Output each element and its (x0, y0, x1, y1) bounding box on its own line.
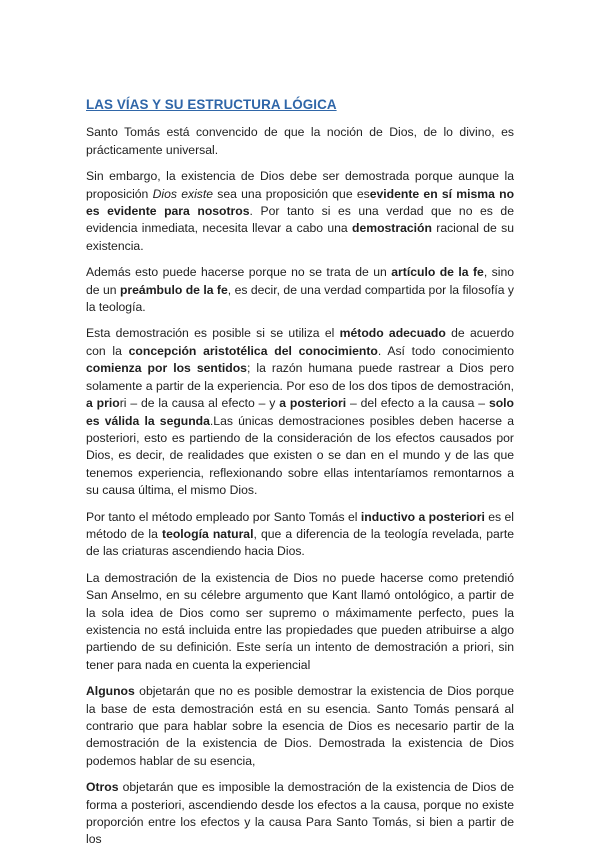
text-run: Santo Tomás está convencido de que la noción de Dios, de lo divino, es prácticamente universal. (86, 125, 514, 157)
text-run: , es decir, de una verdad compartida por la filosofía y la teología. (86, 282, 515, 315)
bold-text: teología natural (162, 526, 254, 541)
text-run: sea una proposición que es (213, 186, 370, 201)
text-run: Por tanto el método empleado por Santo Tomás el (86, 509, 361, 524)
text-run: ri – de la causa al efecto – y (119, 396, 280, 411)
text-run: Además esto puede hacerse porque no se trata de un (86, 265, 392, 280)
bold-text: a posteriori (279, 396, 347, 411)
text-run: , sino de un (86, 265, 514, 297)
paragraph (86, 325, 514, 499)
paragraph (86, 168, 514, 255)
text-run: – del efecto a la causa – (346, 396, 489, 411)
document-page (86, 96, 514, 858)
bold-text: preámbulo de la fe (119, 282, 228, 297)
text-run: de acuerdo con la (86, 326, 514, 358)
paragraph (86, 264, 514, 316)
text-run: .Las únicas demostraciones posibles deben hacerse a posteriori, esto es partiendo de la consideración de los efectos causados por Dios, es decir, de realidades que existen o se dan en el mundo y de las que tenemos experiencia, reflexionando sobre ellas intentaríamos remontarnos a su causa última, el mismo Dios. (86, 413, 515, 498)
text-run: objetarán que no es posible demostrar la existencia de Dios porque la base de esta demostración está en su esencia. Santo Tomás pensará al contrario que para hablar sobre la esencia de Dios es necesario partir de la demostración de la existencia de Dios. Demostrada la existencia de Dios podemos hablar de su esencia, (86, 684, 514, 768)
bold-text: Algunos (86, 684, 135, 699)
text-run: , que a diferencia de la teología revelada, parte de las criaturas ascendiendo hacia Dios. (86, 526, 514, 559)
bold-text: método adecuado (339, 326, 446, 341)
bold-text: Otros (86, 780, 119, 795)
italic-text: Dios existe (152, 186, 214, 201)
document-title: LAS VÍAS Y SU ESTRUCTURA LÓGICA (86, 97, 337, 112)
text-run: Sin embargo, la existencia de Dios debe ser demostrada porque aunque la proposición (86, 169, 514, 201)
bold-text: concepción aristotélica del conocimiento (128, 343, 378, 358)
text-run: . Por tanto si es una verdad que no es de evidencia inmediata, necesita llevar a cabo una (86, 204, 514, 236)
paragraph (86, 124, 514, 159)
paragraph (86, 779, 514, 849)
bold-text: inductivo a posteriori (360, 509, 485, 524)
text-run: es el método de la (86, 509, 514, 541)
bold-text: comienza por los sentidos (86, 361, 247, 376)
text-run: objetarán que es imposible la demostración de la existencia de Dios de forma a posteriori, ascendiendo desde los efectos a la causa, porque no existe proporción entre los efectos y la causa Para Santo Tomás, si bien a partir de los (86, 780, 514, 847)
text-run: Esta demostración es posible si se utiliza el (86, 326, 340, 341)
bold-text: a prio (86, 396, 120, 411)
bold-text: artículo de la fe (391, 265, 484, 280)
paragraph (86, 509, 514, 561)
paragraph (86, 683, 514, 770)
bold-text: demostración (352, 221, 432, 236)
text-run: . Así todo conocimiento (377, 343, 514, 358)
paragraph (86, 570, 514, 674)
bold-text: evidente en sí misma no es evidente para nosotros (86, 186, 515, 219)
text-run: La demostración de la existencia de Dios no puede hacerse como pretendió San Anselmo, en su célebre argumento que Kant llamó ontológico, a partir de la sola idea de Dios como ser supremo o máximamente perfecto, pues la existencia no está incluida entre las propiedades que pueden atribuirse a algo partiendo de su definición. Este sería un intento de demostración a priori, sin tener para nada en cuenta la experiencial (86, 570, 514, 672)
text-run: racional de su existencia. (86, 221, 514, 253)
bold-text: solo es válida la segunda (86, 396, 515, 428)
text-run: ; la razón humana puede rastrear a Dios pero solamente a partir de la experiencia. Por eso de los dos tipos de demostración, (86, 361, 514, 393)
document-body (86, 124, 514, 848)
